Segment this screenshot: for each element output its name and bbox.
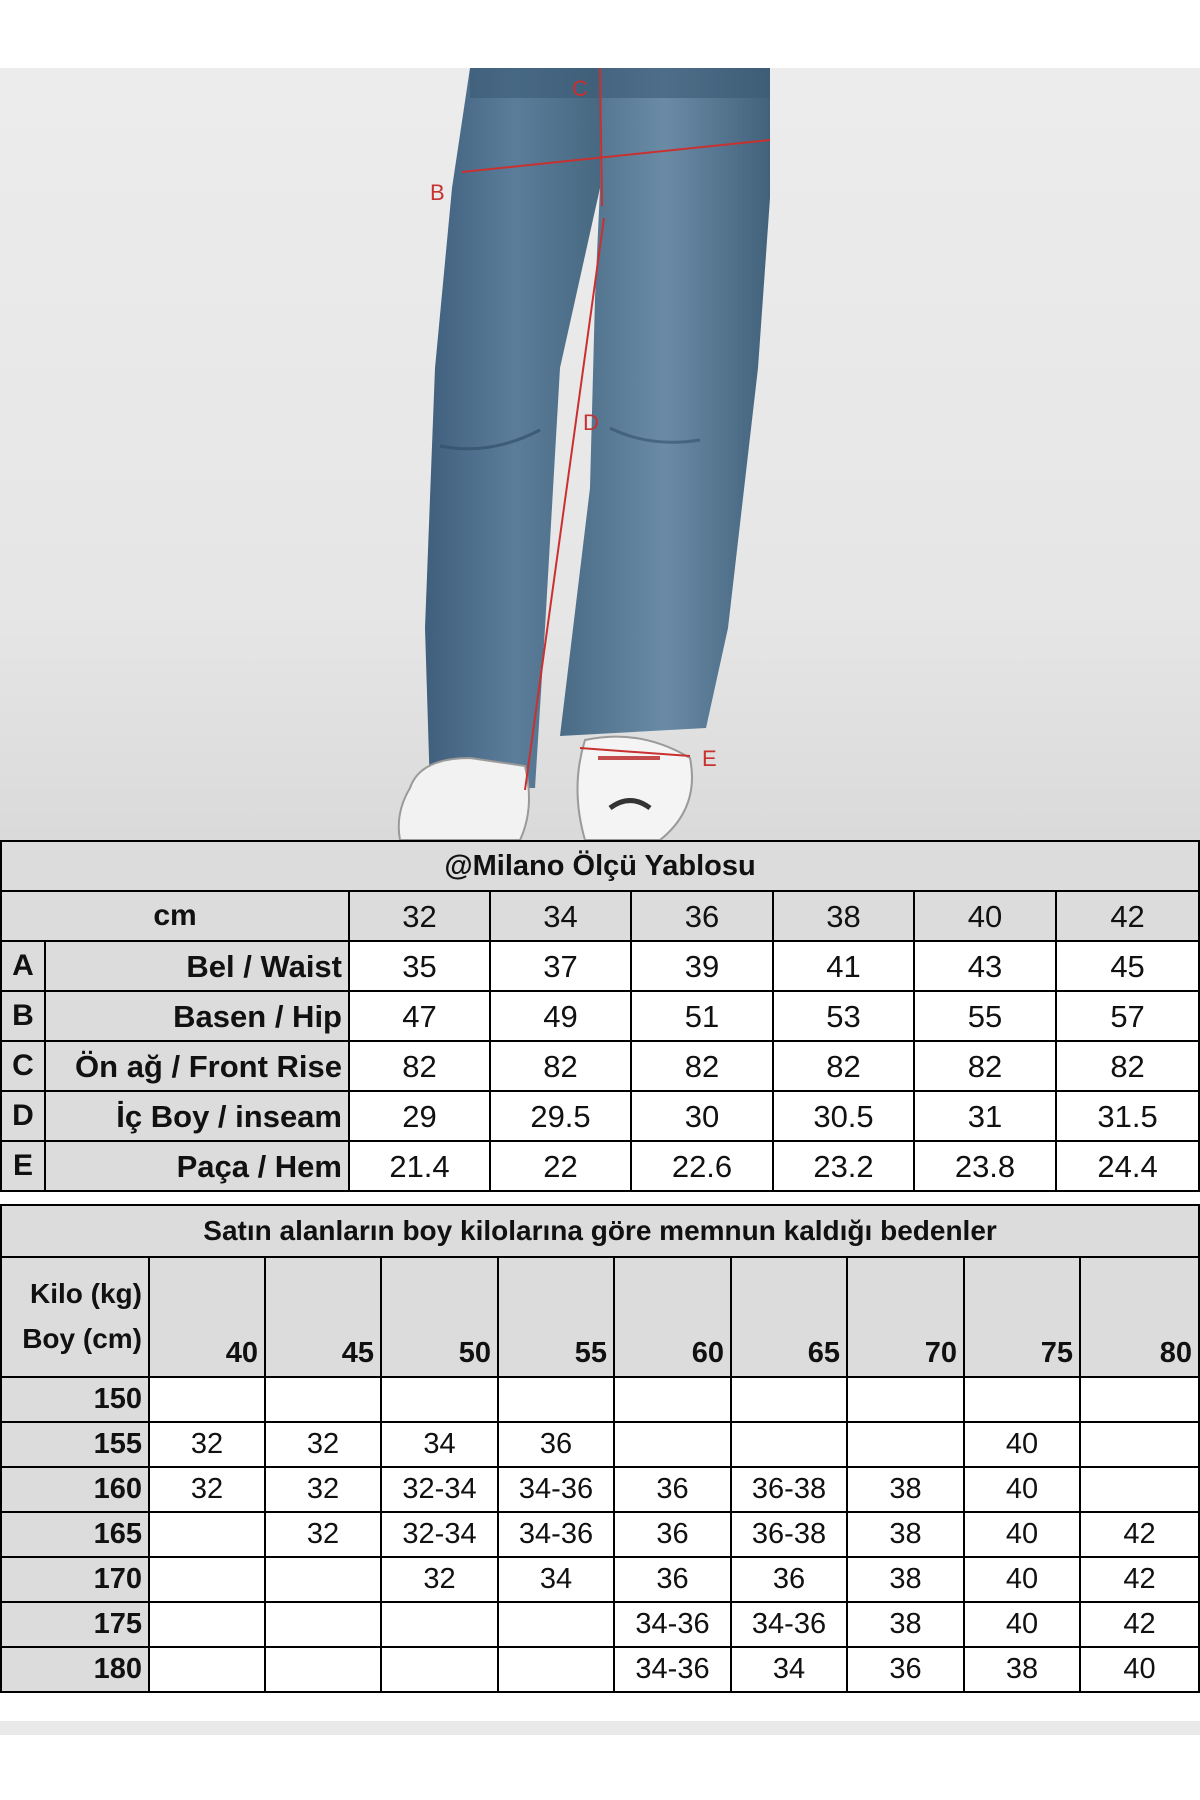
recommended-size-cell <box>847 1422 964 1467</box>
recommended-size-cell: 34-36 <box>498 1467 614 1512</box>
measurement-value: 45 <box>1056 941 1199 991</box>
height-row <box>1 1602 1199 1647</box>
height-row <box>1 1467 1199 1512</box>
marker-b: B <box>430 180 445 205</box>
measurement-label: Paça / Hem <box>45 1141 349 1191</box>
measurement-value: 41 <box>773 941 914 991</box>
recommended-size-cell <box>731 1422 847 1467</box>
measurement-value: 82 <box>349 1041 490 1091</box>
recommended-size-cell <box>1080 1467 1199 1512</box>
measurement-letter: B <box>1 991 45 1041</box>
recommended-size-cell: 40 <box>964 1467 1080 1512</box>
recommended-size-cell: 32 <box>149 1422 265 1467</box>
weight-header-55: 55 <box>498 1257 614 1377</box>
measurement-value: 30 <box>631 1091 773 1141</box>
measurement-letter: E <box>1 1141 45 1191</box>
measurement-value: 29 <box>349 1091 490 1141</box>
height-cell: 160 <box>1 1467 149 1512</box>
recommended-size-cell <box>265 1647 381 1692</box>
recommended-size-cell <box>498 1377 614 1422</box>
weight-header-50: 50 <box>381 1257 498 1377</box>
recommended-size-cell <box>265 1377 381 1422</box>
recommended-size-cell <box>614 1422 731 1467</box>
measurement-value: 49 <box>490 991 631 1041</box>
height-axis-label: Boy (cm) <box>22 1323 142 1354</box>
measurement-letter: D <box>1 1091 45 1141</box>
size-chart-title: @Milano Ölçü Yablosu <box>1 841 1199 891</box>
recommended-size-cell: 32 <box>381 1557 498 1602</box>
weight-height-corner <box>1 1257 149 1377</box>
recommended-size-cell: 42 <box>1080 1512 1199 1557</box>
recommended-size-cell: 38 <box>847 1512 964 1557</box>
recommended-size-cell: 32-34 <box>381 1512 498 1557</box>
size-header-row <box>1 891 1199 941</box>
measurement-value: 53 <box>773 991 914 1041</box>
recommended-size-cell <box>149 1512 265 1557</box>
recommended-size-cell: 40 <box>1080 1647 1199 1692</box>
weight-axis-label: Kilo (kg) <box>30 1278 142 1310</box>
measurement-row <box>1 1041 1199 1091</box>
marker-e: E <box>702 746 717 771</box>
measurement-value: 55 <box>914 991 1056 1041</box>
size-header-40: 40 <box>914 891 1056 941</box>
recommended-size-cell: 34-36 <box>731 1602 847 1647</box>
size-header-42: 42 <box>1056 891 1199 941</box>
measurement-label: Basen / Hip <box>45 991 349 1041</box>
recommended-size-cell <box>381 1377 498 1422</box>
size-header-36: 36 <box>631 891 773 941</box>
size-header-32: 32 <box>349 891 490 941</box>
recommended-size-cell: 36 <box>614 1512 731 1557</box>
measurement-value: 82 <box>773 1041 914 1091</box>
recommended-size-cell <box>847 1377 964 1422</box>
measurement-value: 22 <box>490 1141 631 1191</box>
recommended-size-cell: 32 <box>265 1467 381 1512</box>
weight-header-75: 75 <box>964 1257 1080 1377</box>
height-cell: 165 <box>1 1512 149 1557</box>
recommended-size-cell: 40 <box>964 1602 1080 1647</box>
recommended-size-cell: 42 <box>1080 1602 1199 1647</box>
recommended-size-cell: 38 <box>847 1557 964 1602</box>
recommended-size-cell: 32-34 <box>381 1467 498 1512</box>
recommended-size-cell: 32 <box>265 1422 381 1467</box>
measurement-value: 37 <box>490 941 631 991</box>
recommended-size-cell: 36 <box>614 1467 731 1512</box>
recommended-size-cell <box>149 1557 265 1602</box>
measurement-row <box>1 941 1199 991</box>
recommended-size-cell: 36 <box>847 1647 964 1692</box>
recommended-size-cell <box>149 1647 265 1692</box>
recommended-size-cell: 38 <box>964 1647 1080 1692</box>
recommended-size-cell <box>1080 1422 1199 1467</box>
height-row <box>1 1512 1199 1557</box>
measurement-value: 51 <box>631 991 773 1041</box>
measurement-label: İç Boy / inseam <box>45 1091 349 1141</box>
recommended-size-cell: 34-36 <box>614 1647 731 1692</box>
recommended-size-cell: 40 <box>964 1422 1080 1467</box>
recommended-size-cell: 36 <box>498 1422 614 1467</box>
recommended-size-cell <box>381 1602 498 1647</box>
measurement-value: 29.5 <box>490 1091 631 1141</box>
measurement-value: 57 <box>1056 991 1199 1041</box>
weight-header-row <box>1 1257 1199 1377</box>
measurement-value: 47 <box>349 991 490 1041</box>
recommended-size-cell: 36 <box>614 1557 731 1602</box>
height-cell: 150 <box>1 1377 149 1422</box>
measurement-value: 22.6 <box>631 1141 773 1191</box>
measurement-letter: A <box>1 941 45 991</box>
measurement-row <box>1 1141 1199 1191</box>
measurement-value: 23.8 <box>914 1141 1056 1191</box>
weight-header-70: 70 <box>847 1257 964 1377</box>
measurement-value: 30.5 <box>773 1091 914 1141</box>
measurement-value: 82 <box>1056 1041 1199 1091</box>
recommended-size-cell: 34-36 <box>498 1512 614 1557</box>
measurement-value: 43 <box>914 941 1056 991</box>
measurement-value: 24.4 <box>1056 1141 1199 1191</box>
recommended-size-cell: 34 <box>498 1557 614 1602</box>
marker-c: C <box>572 76 588 101</box>
measurement-value: 35 <box>349 941 490 991</box>
height-cell: 180 <box>1 1647 149 1692</box>
recommended-size-cell <box>498 1602 614 1647</box>
weight-header-80: 80 <box>1080 1257 1199 1377</box>
weight-header-40: 40 <box>149 1257 265 1377</box>
recommended-size-cell: 34-36 <box>614 1602 731 1647</box>
recommended-size-cell: 36-38 <box>731 1512 847 1557</box>
height-cell: 175 <box>1 1602 149 1647</box>
unit-label: cm <box>1 891 349 941</box>
marker-d: D <box>583 410 599 435</box>
weight-header-65: 65 <box>731 1257 847 1377</box>
recommended-size-cell: 32 <box>265 1512 381 1557</box>
recommended-size-cell: 40 <box>964 1512 1080 1557</box>
recommended-size-cell: 40 <box>964 1557 1080 1602</box>
weight-header-45: 45 <box>265 1257 381 1377</box>
buyer-size-table <box>0 1204 1200 1693</box>
measurement-value: 82 <box>490 1041 631 1091</box>
recommended-size-cell: 42 <box>1080 1557 1199 1602</box>
jeans-illustration <box>0 68 1200 840</box>
recommended-size-cell <box>731 1377 847 1422</box>
weight-header-60: 60 <box>614 1257 731 1377</box>
height-cell: 170 <box>1 1557 149 1602</box>
recommended-size-cell: 38 <box>847 1467 964 1512</box>
recommended-size-cell: 34 <box>381 1422 498 1467</box>
size-header-38: 38 <box>773 891 914 941</box>
height-cell: 155 <box>1 1422 149 1467</box>
recommended-size-cell <box>149 1377 265 1422</box>
recommended-size-cell <box>265 1557 381 1602</box>
measurement-value: 21.4 <box>349 1141 490 1191</box>
recommended-size-cell <box>614 1377 731 1422</box>
recommended-size-cell: 38 <box>847 1602 964 1647</box>
recommended-size-cell: 34 <box>731 1647 847 1692</box>
recommended-size-cell <box>265 1602 381 1647</box>
measurement-value: 82 <box>631 1041 773 1091</box>
recommended-size-cell: 36-38 <box>731 1467 847 1512</box>
measurement-value: 31 <box>914 1091 1056 1141</box>
height-row <box>1 1647 1199 1692</box>
recommended-size-cell <box>964 1377 1080 1422</box>
recommended-size-cell <box>381 1647 498 1692</box>
measurement-letter: C <box>1 1041 45 1091</box>
recommended-size-cell: 36 <box>731 1557 847 1602</box>
measurement-label: Bel / Waist <box>45 941 349 991</box>
measurement-value: 23.2 <box>773 1141 914 1191</box>
jeans-photo <box>0 68 1200 840</box>
height-row <box>1 1557 1199 1602</box>
buyer-table-title: Satın alanların boy kilolarına göre memnun kaldığı bedenler <box>1 1205 1199 1257</box>
size-chart-table <box>0 840 1200 1192</box>
recommended-size-cell <box>149 1602 265 1647</box>
recommended-size-cell <box>498 1647 614 1692</box>
size-header-34: 34 <box>490 891 631 941</box>
recommended-size-cell <box>1080 1377 1199 1422</box>
recommended-size-cell: 32 <box>149 1467 265 1512</box>
measurement-value: 31.5 <box>1056 1091 1199 1141</box>
bottom-strip <box>0 1721 1200 1735</box>
measurement-row <box>1 991 1199 1041</box>
height-row <box>1 1377 1199 1422</box>
height-row <box>1 1422 1199 1467</box>
measurement-label: Ön ağ / Front Rise <box>45 1041 349 1091</box>
measurement-value: 82 <box>914 1041 1056 1091</box>
measurement-row <box>1 1091 1199 1141</box>
measurement-value: 39 <box>631 941 773 991</box>
